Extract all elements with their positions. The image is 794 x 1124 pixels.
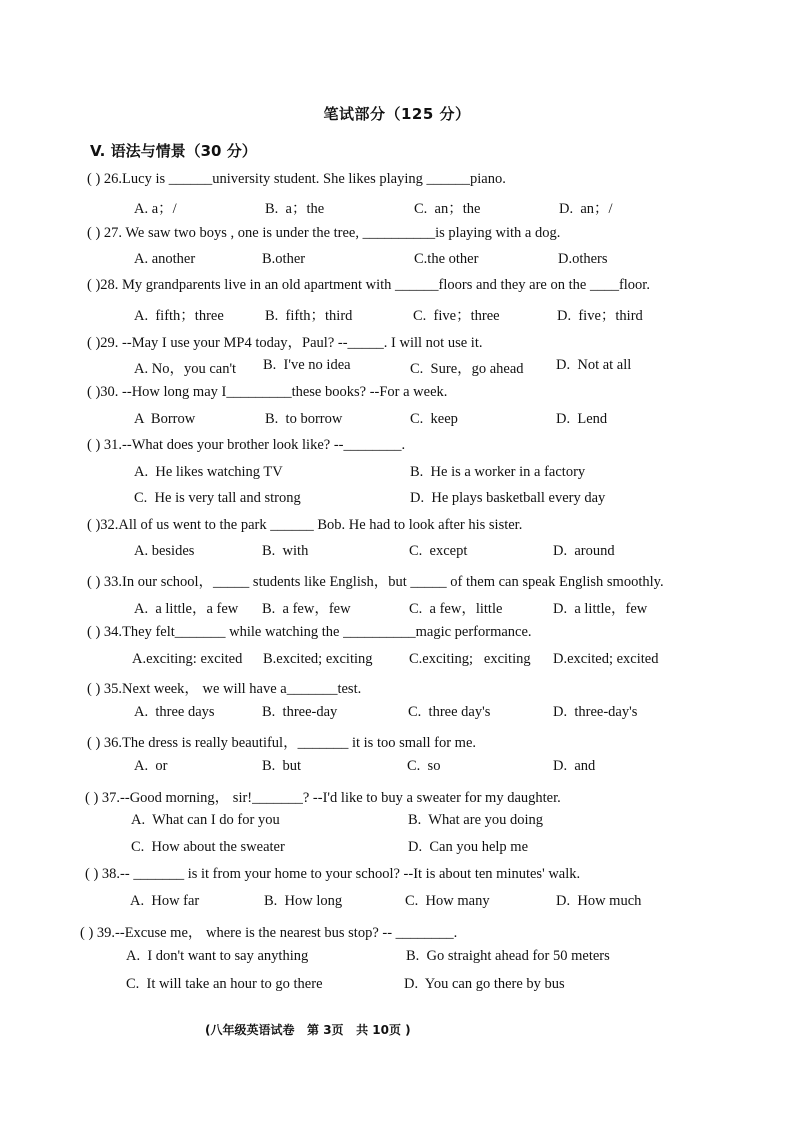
option-d: D.excited; excited (553, 651, 659, 667)
option-d: D. Can you help me (408, 839, 529, 855)
question-stem: ( )28. My grandparents live in an old apartment with ______floors and they are on the ____floor. (87, 277, 650, 293)
question-stem: ( ) 27. We saw two boys , one is under the tree, __________is playing with a dog. (87, 225, 561, 241)
option-a: A. another (134, 251, 196, 267)
option-b: B. What are you doing (408, 812, 544, 828)
option-b: B. I've no idea (263, 357, 351, 373)
option-a: A. or (134, 758, 168, 774)
option-c: C. Sure，go ahead (410, 361, 524, 377)
option-a: A Borrow (134, 411, 196, 427)
option-a: A. besides (134, 543, 195, 559)
page-footer: (八年级英语试卷 第 3页 共 10页 ) (205, 1023, 411, 1037)
option-a: A. a；/ (134, 201, 177, 217)
option-a: A. fifth；three (134, 308, 224, 324)
option-b: B. How long (264, 893, 343, 909)
option-b: B. Go straight ahead for 50 meters (406, 948, 610, 964)
option-d: D. Not at all (556, 357, 632, 373)
option-c: C. How about the sweater (131, 839, 285, 855)
option-c: C. He is very tall and strong (134, 490, 301, 506)
option-c: C. How many (405, 893, 490, 909)
option-b: B. to borrow (265, 411, 343, 427)
question-stem: ( ) 35.Next week， we will have a_______test. (87, 681, 362, 697)
question-stem: ( ) 37.--Good morning， sir!_______? --I'd like to buy a sweater for my daughter. (85, 790, 561, 806)
option-b: B. a；the (265, 201, 325, 217)
option-c: C. keep (410, 411, 458, 427)
option-a: A. I don't want to say anything (126, 948, 309, 964)
option-d: D. around (553, 543, 615, 559)
option-b: B.other (262, 251, 306, 267)
question-stem: ( ) 31.--What does your brother look like? --________. (87, 437, 406, 453)
question-stem: ( ) 36.The dress is really beautiful，_______ it is too small for me. (87, 735, 477, 751)
option-a: A. How far (130, 893, 200, 909)
option-b: B. three-day (262, 704, 338, 720)
option-a: A. What can I do for you (131, 812, 280, 828)
option-d: D. You can go there by bus (404, 976, 565, 992)
option-d: D. three-day's (553, 704, 638, 720)
option-d: D. five；third (557, 308, 643, 324)
question-stem: ( ) 39.--Excuse me， where is the nearest bus stop? -- ________. (80, 925, 458, 941)
option-c: C.the other (414, 251, 479, 267)
question-stem: ( ) 38.-- _______ is it from your home to your school? --It is about ten minutes' walk. (85, 866, 581, 882)
option-c: C. so (407, 758, 441, 774)
option-c: C. It will take an hour to go there (126, 976, 323, 992)
question-stem: ( ) 34.They felt_______ while watching the __________magic performance. (87, 624, 532, 640)
option-b: B. with (262, 543, 309, 559)
option-c: C. except (409, 543, 468, 559)
option-c: C. five；three (413, 308, 500, 324)
question-stem: ( )30. --How long may I_________these books? --For a week. (87, 384, 448, 400)
question-stem: ( )32.All of us went to the park ______ Bob. He had to look after his sister. (87, 517, 523, 533)
option-a: A.exciting: excited (132, 651, 243, 667)
option-d: D. He plays basketball every day (410, 490, 606, 506)
option-a: A. No，you can't (134, 361, 237, 377)
page-title: 笔试部分（125 分） (323, 105, 471, 123)
option-a: A. He likes watching TV (134, 464, 283, 480)
question-stem: ( ) 26.Lucy is ______university student. She likes playing ______piano. (87, 171, 506, 187)
option-c: C. three day's (408, 704, 491, 720)
option-b: B. a few，few (262, 601, 351, 617)
option-c: C. an；the (414, 201, 481, 217)
question-stem: ( )29. --May I use your MP4 today，Paul? --_____. I will not use it. (87, 335, 483, 351)
option-b: B.excited; exciting (263, 651, 373, 667)
option-a: A. a little，a few (134, 601, 239, 617)
option-d: D.others (558, 251, 608, 267)
section-heading: V. 语法与情景（30 分） (90, 142, 257, 160)
option-d: D. How much (556, 893, 642, 909)
option-b: B. He is a worker in a factory (410, 464, 586, 480)
option-c: C.exciting; exciting (409, 651, 531, 667)
option-b: B. but (262, 758, 302, 774)
option-d: D. and (553, 758, 596, 774)
option-d: D. a little，few (553, 601, 648, 617)
option-a: A. three days (134, 704, 215, 720)
option-d: D. an；/ (559, 201, 613, 217)
option-d: D. Lend (556, 411, 608, 427)
question-stem: ( ) 33.In our school，_____ students like English，but _____ of them can speak English smoothly. (87, 574, 664, 590)
option-b: B. fifth；third (265, 308, 353, 324)
option-c: C. a few，little (409, 601, 503, 617)
